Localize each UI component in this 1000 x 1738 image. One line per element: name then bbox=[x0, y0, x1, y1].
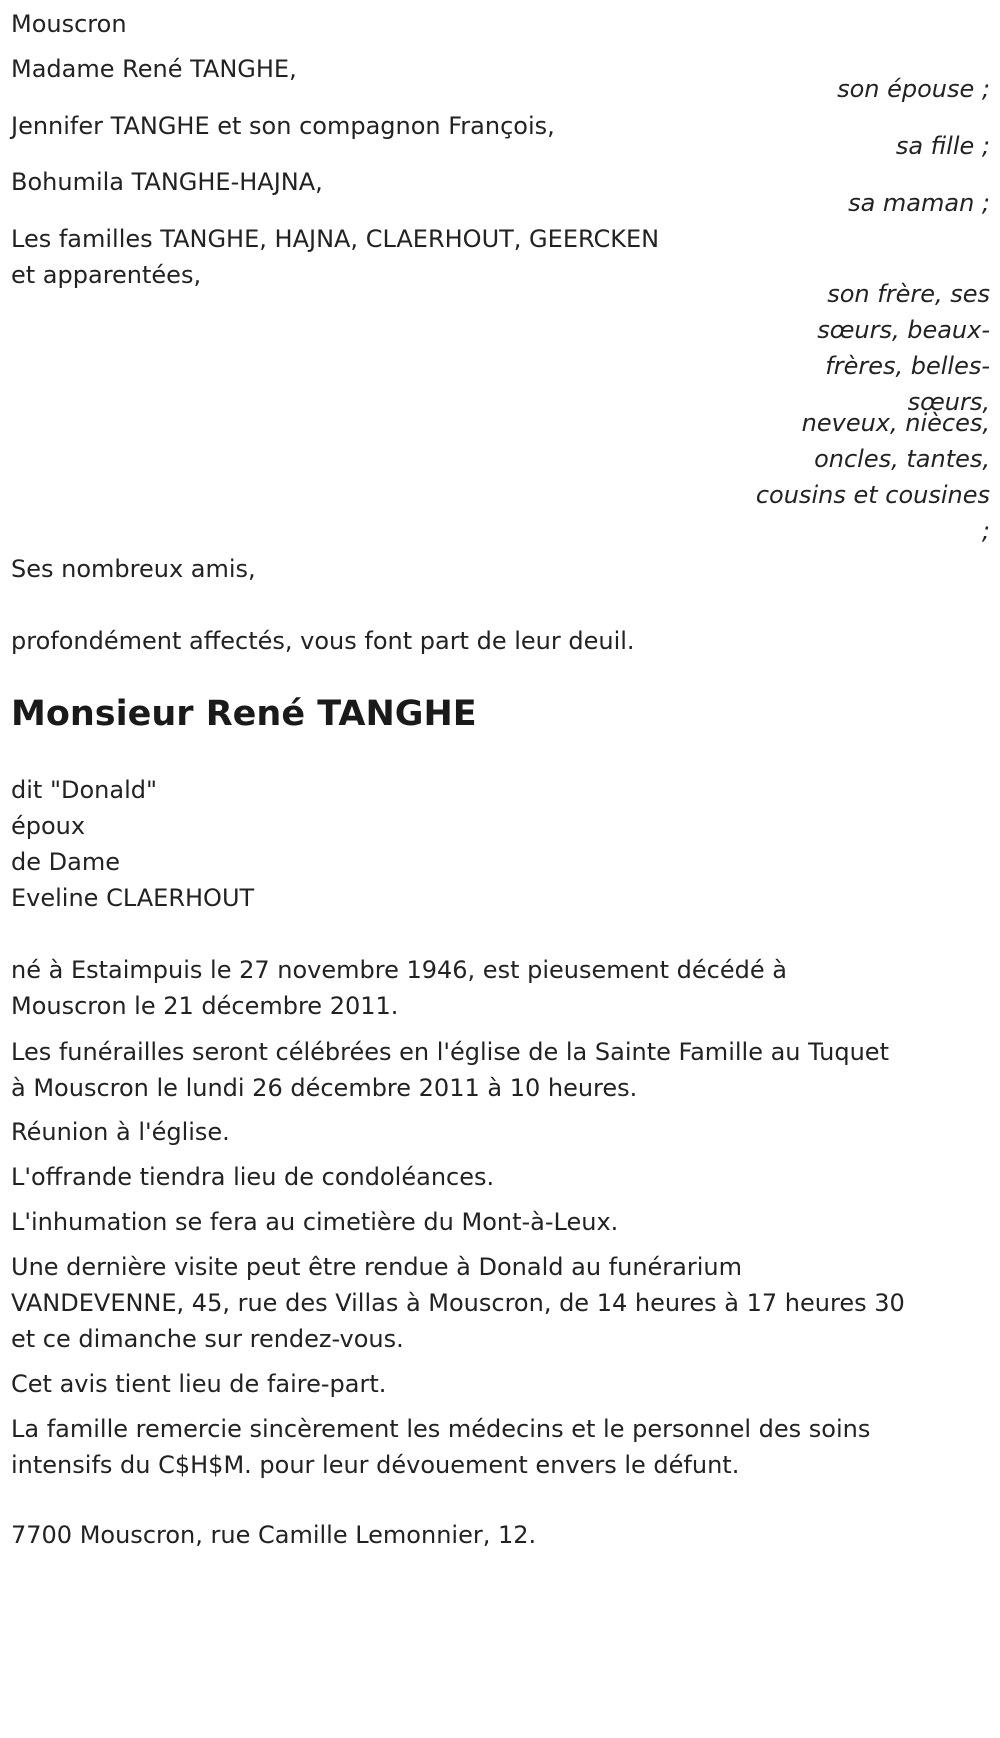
address-line: 7700 Mouscron, rue Camille Lemonnier, 12. bbox=[11, 1521, 537, 1549]
detail-line: de Dame bbox=[11, 848, 120, 876]
paragraph-burial bbox=[11, 1204, 991, 1240]
deceased-title: Monsieur René TANGHE bbox=[11, 694, 477, 734]
relation-line: oncles, tantes, bbox=[814, 445, 990, 473]
mourner-name-mother: Bohumila TANGHE-HAJNA, bbox=[11, 168, 323, 196]
deceased-details bbox=[11, 772, 731, 916]
mourner-name-families bbox=[11, 219, 731, 295]
detail-line: dit "Donald" bbox=[11, 776, 158, 804]
relation-line: sœurs, beaux- bbox=[817, 316, 990, 344]
location-heading: Mouscron bbox=[11, 10, 127, 38]
paragraph-funeral bbox=[11, 1034, 991, 1106]
mourner-name-spouse: Madame René TANGHE, bbox=[11, 55, 297, 83]
paragraph-line: L'inhumation se fera au cimetière du Mont-à-Leux. bbox=[11, 1208, 619, 1236]
paragraph-offering bbox=[11, 1159, 991, 1195]
paragraph-line: Cet avis tient lieu de faire-part. bbox=[11, 1370, 387, 1398]
families-line: et apparentées, bbox=[11, 261, 202, 289]
relation-line: frères, belles- bbox=[825, 352, 990, 380]
mourner-relation-mother: sa maman ; bbox=[848, 189, 990, 217]
relation-line: sœurs, bbox=[907, 388, 990, 416]
relation-line: cousins et cousines bbox=[755, 481, 990, 509]
paragraph-line: Une dernière visite peut être rendue à Donald au funérarium bbox=[11, 1253, 742, 1281]
mourner-name-daughter: Jennifer TANGHE et son compagnon François, bbox=[11, 112, 555, 140]
paragraph-line: né à Estaimpuis le 27 novembre 1946, est pieusement décédé à bbox=[11, 956, 787, 984]
paragraph-thanks bbox=[11, 1411, 991, 1483]
paragraph-line: VANDEVENNE, 45, rue des Villas à Mouscron, de 14 heures à 17 heures 30 bbox=[11, 1289, 905, 1317]
relation-line: ; bbox=[981, 517, 990, 545]
friends-line: Ses nombreux amis, bbox=[11, 555, 256, 583]
paragraph-line: Les funérailles seront célébrées en l'église de la Sainte Famille au Tuquet bbox=[11, 1038, 889, 1066]
paragraph-visit bbox=[11, 1249, 991, 1357]
relation-line: neveux, nièces, bbox=[801, 409, 990, 437]
paragraph-birth-death bbox=[11, 952, 991, 1024]
paragraph-line: à Mouscron le lundi 26 décembre 2011 à 10 heures. bbox=[11, 1074, 638, 1102]
mourner-relation-extended bbox=[740, 405, 990, 549]
mourner-relation-spouse: son épouse ; bbox=[837, 75, 990, 103]
paragraph-line: Réunion à l'église. bbox=[11, 1118, 230, 1146]
paragraph-line: La famille remercie sincèrement les médecins et le personnel des soins bbox=[11, 1415, 871, 1443]
families-line: Les familles TANGHE, HAJNA, CLAERHOUT, GEERCKEN bbox=[11, 225, 660, 253]
detail-line: époux bbox=[11, 812, 86, 840]
paragraph-line: Mouscron le 21 décembre 2011. bbox=[11, 992, 399, 1020]
paragraph-notice bbox=[11, 1366, 991, 1402]
paragraph-line: L'offrande tiendra lieu de condoléances. bbox=[11, 1163, 495, 1191]
paragraph-meeting bbox=[11, 1114, 991, 1150]
paragraph-line: et ce dimanche sur rendez-vous. bbox=[11, 1325, 404, 1353]
paragraph-line: intensifs du C$H$M. pour leur dévouement envers le défunt. bbox=[11, 1451, 740, 1479]
detail-line: Eveline CLAERHOUT bbox=[11, 884, 255, 912]
announcement-line: profondément affectés, vous font part de leur deuil. bbox=[11, 627, 635, 655]
relation-line: son frère, ses bbox=[827, 280, 990, 308]
mourner-relation-siblings bbox=[740, 276, 990, 420]
mourner-relation-daughter: sa fille ; bbox=[895, 132, 990, 160]
